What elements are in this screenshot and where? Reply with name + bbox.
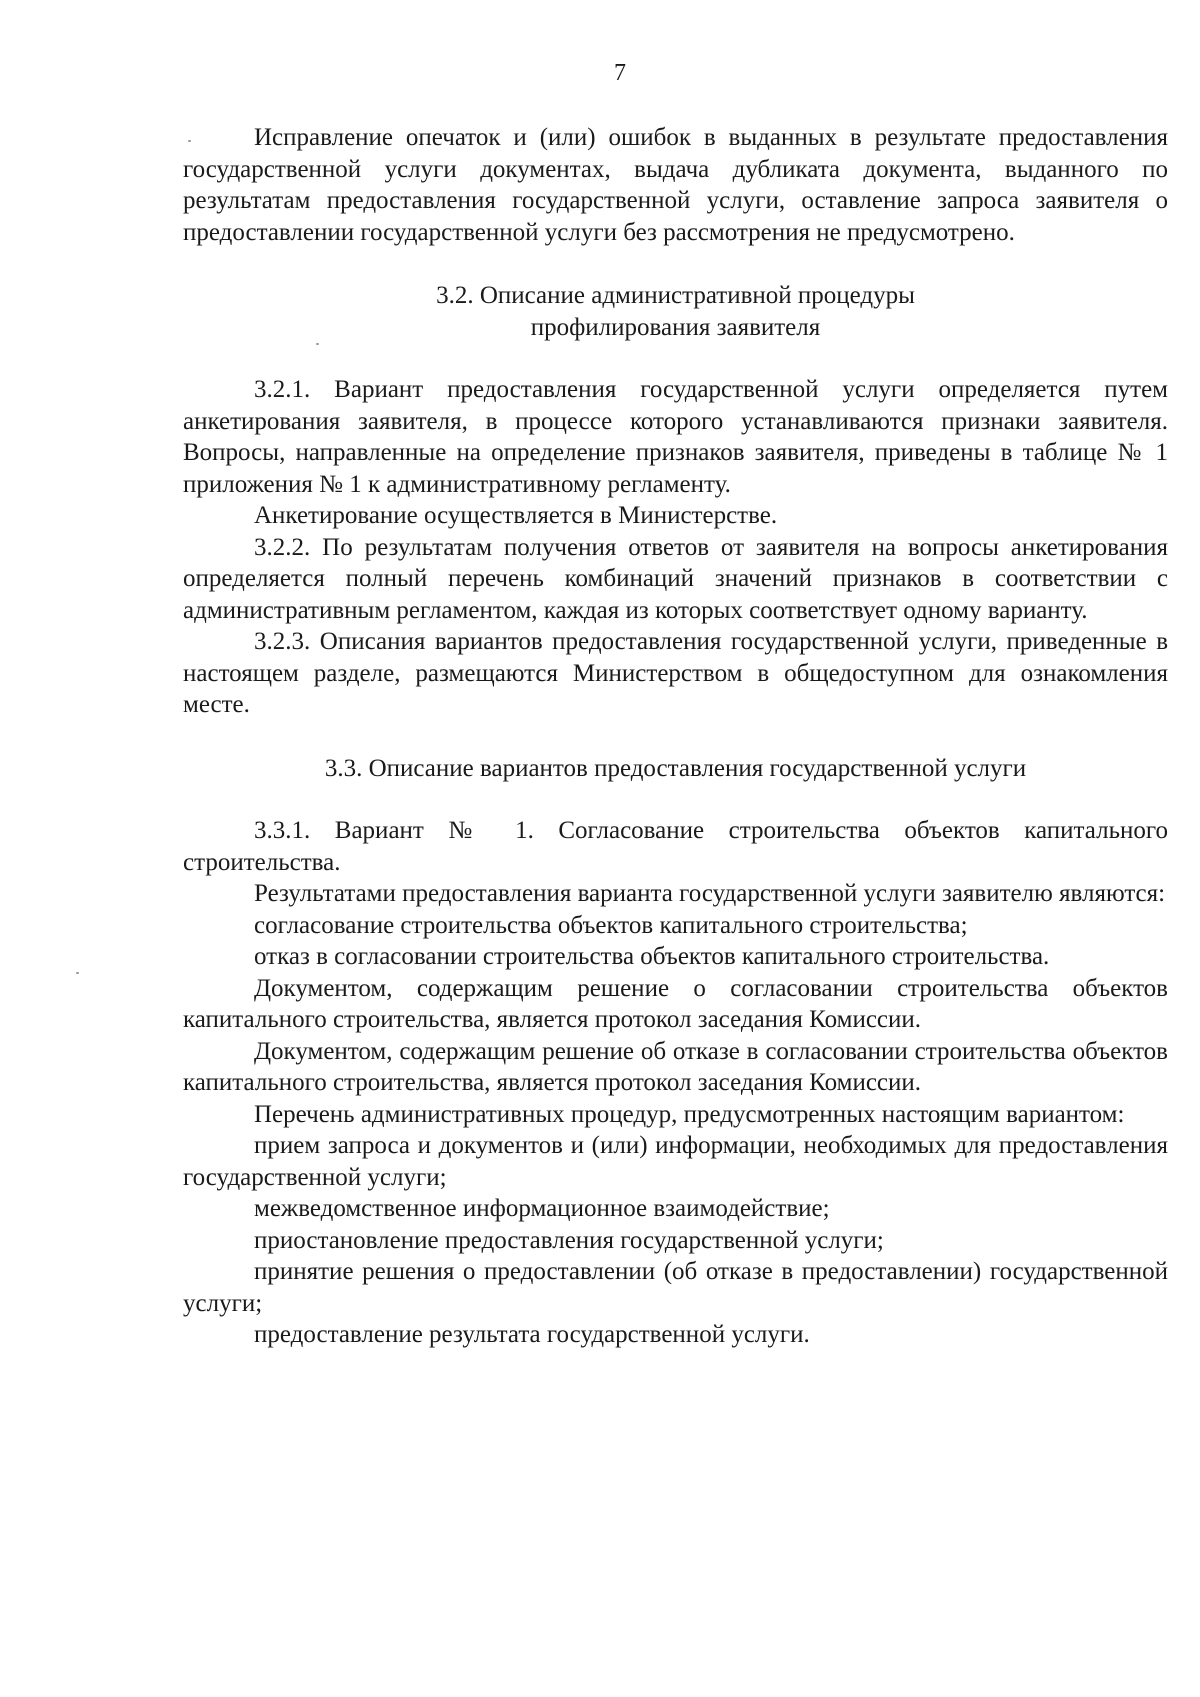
procedure-item-interagency: межведомственное информационное взаимодействие; [254,1195,830,1222]
intro-paragraph: Исправление опечаток и (или) ошибок в выданных в результате предоставления государственной услуги документах, выдача дубликата документа, выданного по результатам предоставления государственной услуги, оставление запроса заявителя о предоставлении государственной услуги без рассмотрения не предусмотрено. [183,124,1168,246]
section-3-2-heading-line2: профилирования заявителя [530,313,821,341]
paragraph-3-2-2: 3.2.2. По результатам получения ответов от заявителя на вопросы анкетирования определяется полный перечень комбинаций значений признаков в соответствии с административным регламентом, каждая из которых соответствует одному варианту. [183,533,1168,624]
paragraph-3-2-3: 3.2.3. Описания вариантов предоставления государственной услуги, приведенные в настоящем разделе, размещаются Министерством в общедоступном для ознакомления месте. [183,628,1168,718]
section-3-3-heading: 3.3. Описание вариантов предоставления государственной услуги [324,754,1027,782]
scan-speck [76,972,79,974]
page-number: 7 [614,60,626,86]
document-body [183,122,1168,1351]
procedure-item-result: предоставление результата государственной услуги. [254,1321,810,1348]
paragraph-doc-approve: Документом, содержащим решение о согласовании строительства объектов капитального строительства, является протокол заседания Комиссии. [183,974,1168,1033]
paragraph-ankete: Анкетирование осуществляется в Министерстве. [254,502,778,529]
paragraph-doc-refuse: Документом, содержащим решение об отказе в согласовании строительства объектов капитального строительства, является протокол заседания Комиссии. [183,1037,1168,1096]
section-3-2-heading-line1: 3.2. Описание административной процедуры [436,282,915,309]
result-item-refusal: отказ в согласовании строительства объектов капитального строительства. [254,943,1050,970]
result-item-approval: согласование строительства объектов капитального строительства; [254,911,968,939]
procedure-item-suspension: приостановление предоставления государственной услуги; [254,1226,884,1254]
paragraph-3-3-1: 3.3.1. Вариант № 1. Согласование строительства объектов капитального строительства. [183,817,1168,876]
procedure-item-decision: принятие решения о предоставлении (об отказе в предоставлении) государственной услуги; [183,1258,1168,1317]
paragraph-procedures: Перечень административных процедур, предусмотренных настоящим вариантом: [254,1100,1125,1128]
paragraph-results: Результатами предоставления варианта государственной услуги заявителю являются: [254,880,1166,907]
paragraph-3-2-1: 3.2.1. Вариант предоставления государственной услуги определяется путем анкетирования заявителя, в процессе которого устанавливаются признаки заявителя. Вопросы, направленные на определение признаков заявителя, приведены в таблице № 1 приложения № 1 к административному регламенту. [183,376,1168,498]
procedure-item-intake: прием запроса и документов и (или) информации, необходимых для предоставления государственной услуги; [183,1132,1168,1191]
